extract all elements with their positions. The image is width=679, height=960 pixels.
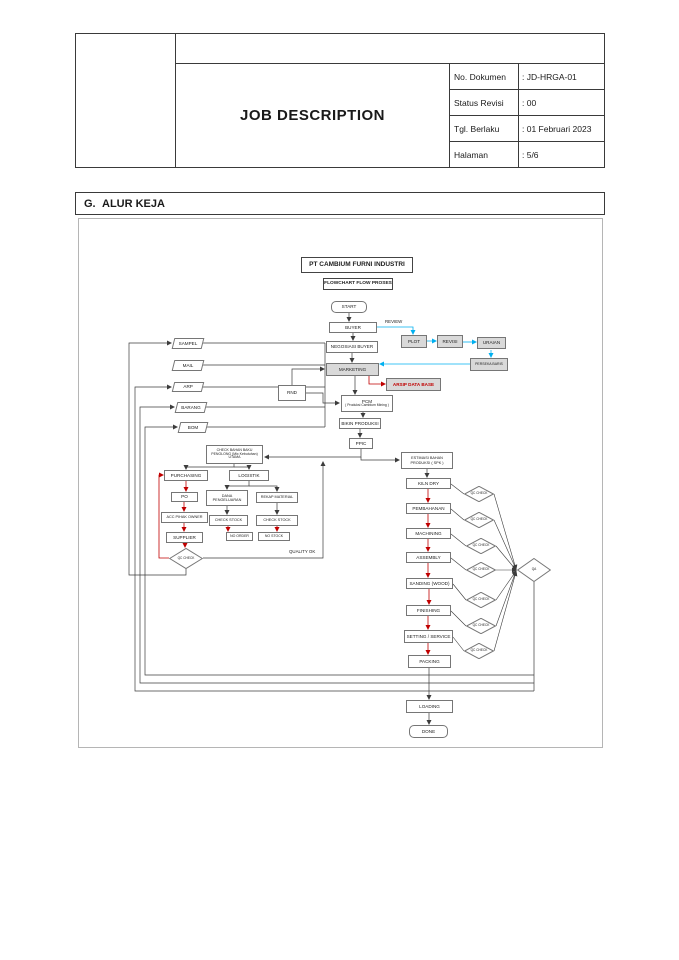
field-value: : 00 [522,97,537,108]
field-label: Halaman [450,142,519,167]
flow-node-qc-check-sanding [466,592,496,608]
header-field-row [450,116,604,142]
flow-node-supplier: SUPPLIER [166,532,203,543]
flow-node-start: START [331,301,367,313]
flow-node-pcm [341,395,393,412]
flow-node-packing: PACKING [408,655,451,668]
flow-node-mail [172,360,205,371]
flow-node-done: DONE [409,725,448,738]
flow-node-rnd: RND [278,385,306,401]
flow-node-no-stock: NO STOCK [258,532,290,541]
diamond-label: QA [531,567,537,572]
barang-label: BARANG [181,404,201,410]
review-label: REVIEW [385,319,403,324]
logo-cell [76,34,176,167]
diamond-label: QC CHECK [177,555,195,560]
section-header [75,192,605,215]
field-value: : JD-HRGA-01 [522,71,577,82]
arp-label: ARP [183,384,193,390]
flow-node-marketing: MARKETING [326,363,379,376]
flow-node-qc-check-setting [464,643,494,659]
flow-node-pembahanan: PEMBAHANAN [406,503,451,514]
diamond-label: QC CHECK [470,648,488,653]
pcm-label: PCM [361,399,373,405]
flow-node-uraian: URAIAN [477,337,506,349]
flow-node-acc-pihak: ACC PIHAK OWNER [161,512,208,523]
flow-node-negosiasi-buyer: NEGOSIASI BUYER [326,341,378,353]
flow-node-po: PO [171,492,198,502]
flow-node-bom [178,422,209,433]
header-fields [450,64,604,167]
header-field-row [450,90,604,116]
diamond-label: QC CHECK [470,491,488,496]
flow-node-kiln-dry: KILN DRY [406,478,451,489]
diamond-label: QC CHECK [472,623,490,628]
flow-node-barang [175,402,208,413]
bom-label: BOM [187,424,199,430]
connector-lines [79,219,602,747]
flow-node-sampel [172,338,205,349]
flow-node-loading: LOADING [406,700,453,713]
flow-node-purchasing: PURCHASING [164,470,208,481]
flow-node-buyer: BUYER [329,322,377,333]
field-value: : 01 Februari 2023 [522,123,592,134]
flow-node-sanding: SANDING (WOOD) [406,578,453,589]
flow-node-rekap-material: REKAP MATERIAL [256,492,298,503]
field-label: No. Dokumen [450,64,519,89]
flowchart-title: PT CAMBIUM FURNI INDUSTRI [301,257,413,273]
flow-node-setting-service: SETTING / SERVICE [404,630,453,643]
flow-node-qc-check-machining [466,538,496,554]
flow-node-finishing: FINISHING [406,605,451,616]
sampel-label: SAMPEL [178,340,198,346]
diamond-label: QC CHECK [472,567,490,572]
diamond-label: QC CHECK [470,517,488,522]
flow-node-check-bahan: CHECK BAHAN BAKU PENOLONG (Mix Kebutuhan) UTAMA [206,445,263,464]
flow-node-assembly: ASSEMBLY [406,552,451,563]
flow-node-qc-check-finishing [466,618,496,634]
flow-node-qc-check-kiln [464,486,494,502]
flow-node-machining: MACHINING [406,528,451,539]
flow-node-logistik: LOGISTIK [229,470,269,481]
flow-node-check-stock-1: CHECK STOCK [209,515,248,526]
diamond-label: QC CHECK [472,543,490,548]
field-label: Tgl. Berlaku [450,116,519,141]
mail-label: MAIL [182,362,194,368]
pcm-sublabel: ( Produksi Cambium Mining ) [345,403,389,408]
document-header [75,33,605,168]
flow-node-perseka-baris: PERSEKA BARIS [470,358,508,371]
flow-node-revisi: REVISI [437,335,463,348]
flow-node-qa [517,558,551,582]
flow-node-plot: PLOT [401,335,427,348]
flowchart-subtitle: FLOWCHART FLOW PROSES [323,278,393,290]
header-field-row [450,142,604,167]
diagram-frame [78,218,603,748]
field-value: : 5/6 [522,149,539,160]
flow-node-qc-check-incoming [169,548,203,569]
section-title: ALUR KEJA [102,197,165,210]
flow-node-check-stock-2: CHECK STOCK [256,515,298,526]
section-prefix: G. [84,197,96,210]
flow-node-no-order: NO ORDER [226,532,253,541]
flow-node-arsip-data-base: ARSIP DATA BASE [386,378,441,391]
flow-node-dana-pengeluaran: DANA PENGELUARAN [206,490,248,506]
quality-ok-label: QUALITY OK [289,549,316,554]
header-top-strip [176,34,604,64]
flow-node-ppic: PPIC [349,438,373,449]
diamond-label: QC CHECK [472,597,490,602]
document-title: JOB DESCRIPTION [176,64,450,167]
flow-node-bikin-produksi: BIKIN PRODUKSI [339,418,381,429]
flow-node-qc-check-assembly [466,562,496,578]
field-label: Status Revisi [450,90,519,115]
flow-node-spk: ESTIMASI BAHAN PRODUKSI ( SPK ) [401,452,453,469]
flow-node-qc-check-pembahanan [464,512,494,528]
flow-node-arp [172,382,204,392]
flowchart [79,219,602,747]
header-field-row [450,64,604,90]
